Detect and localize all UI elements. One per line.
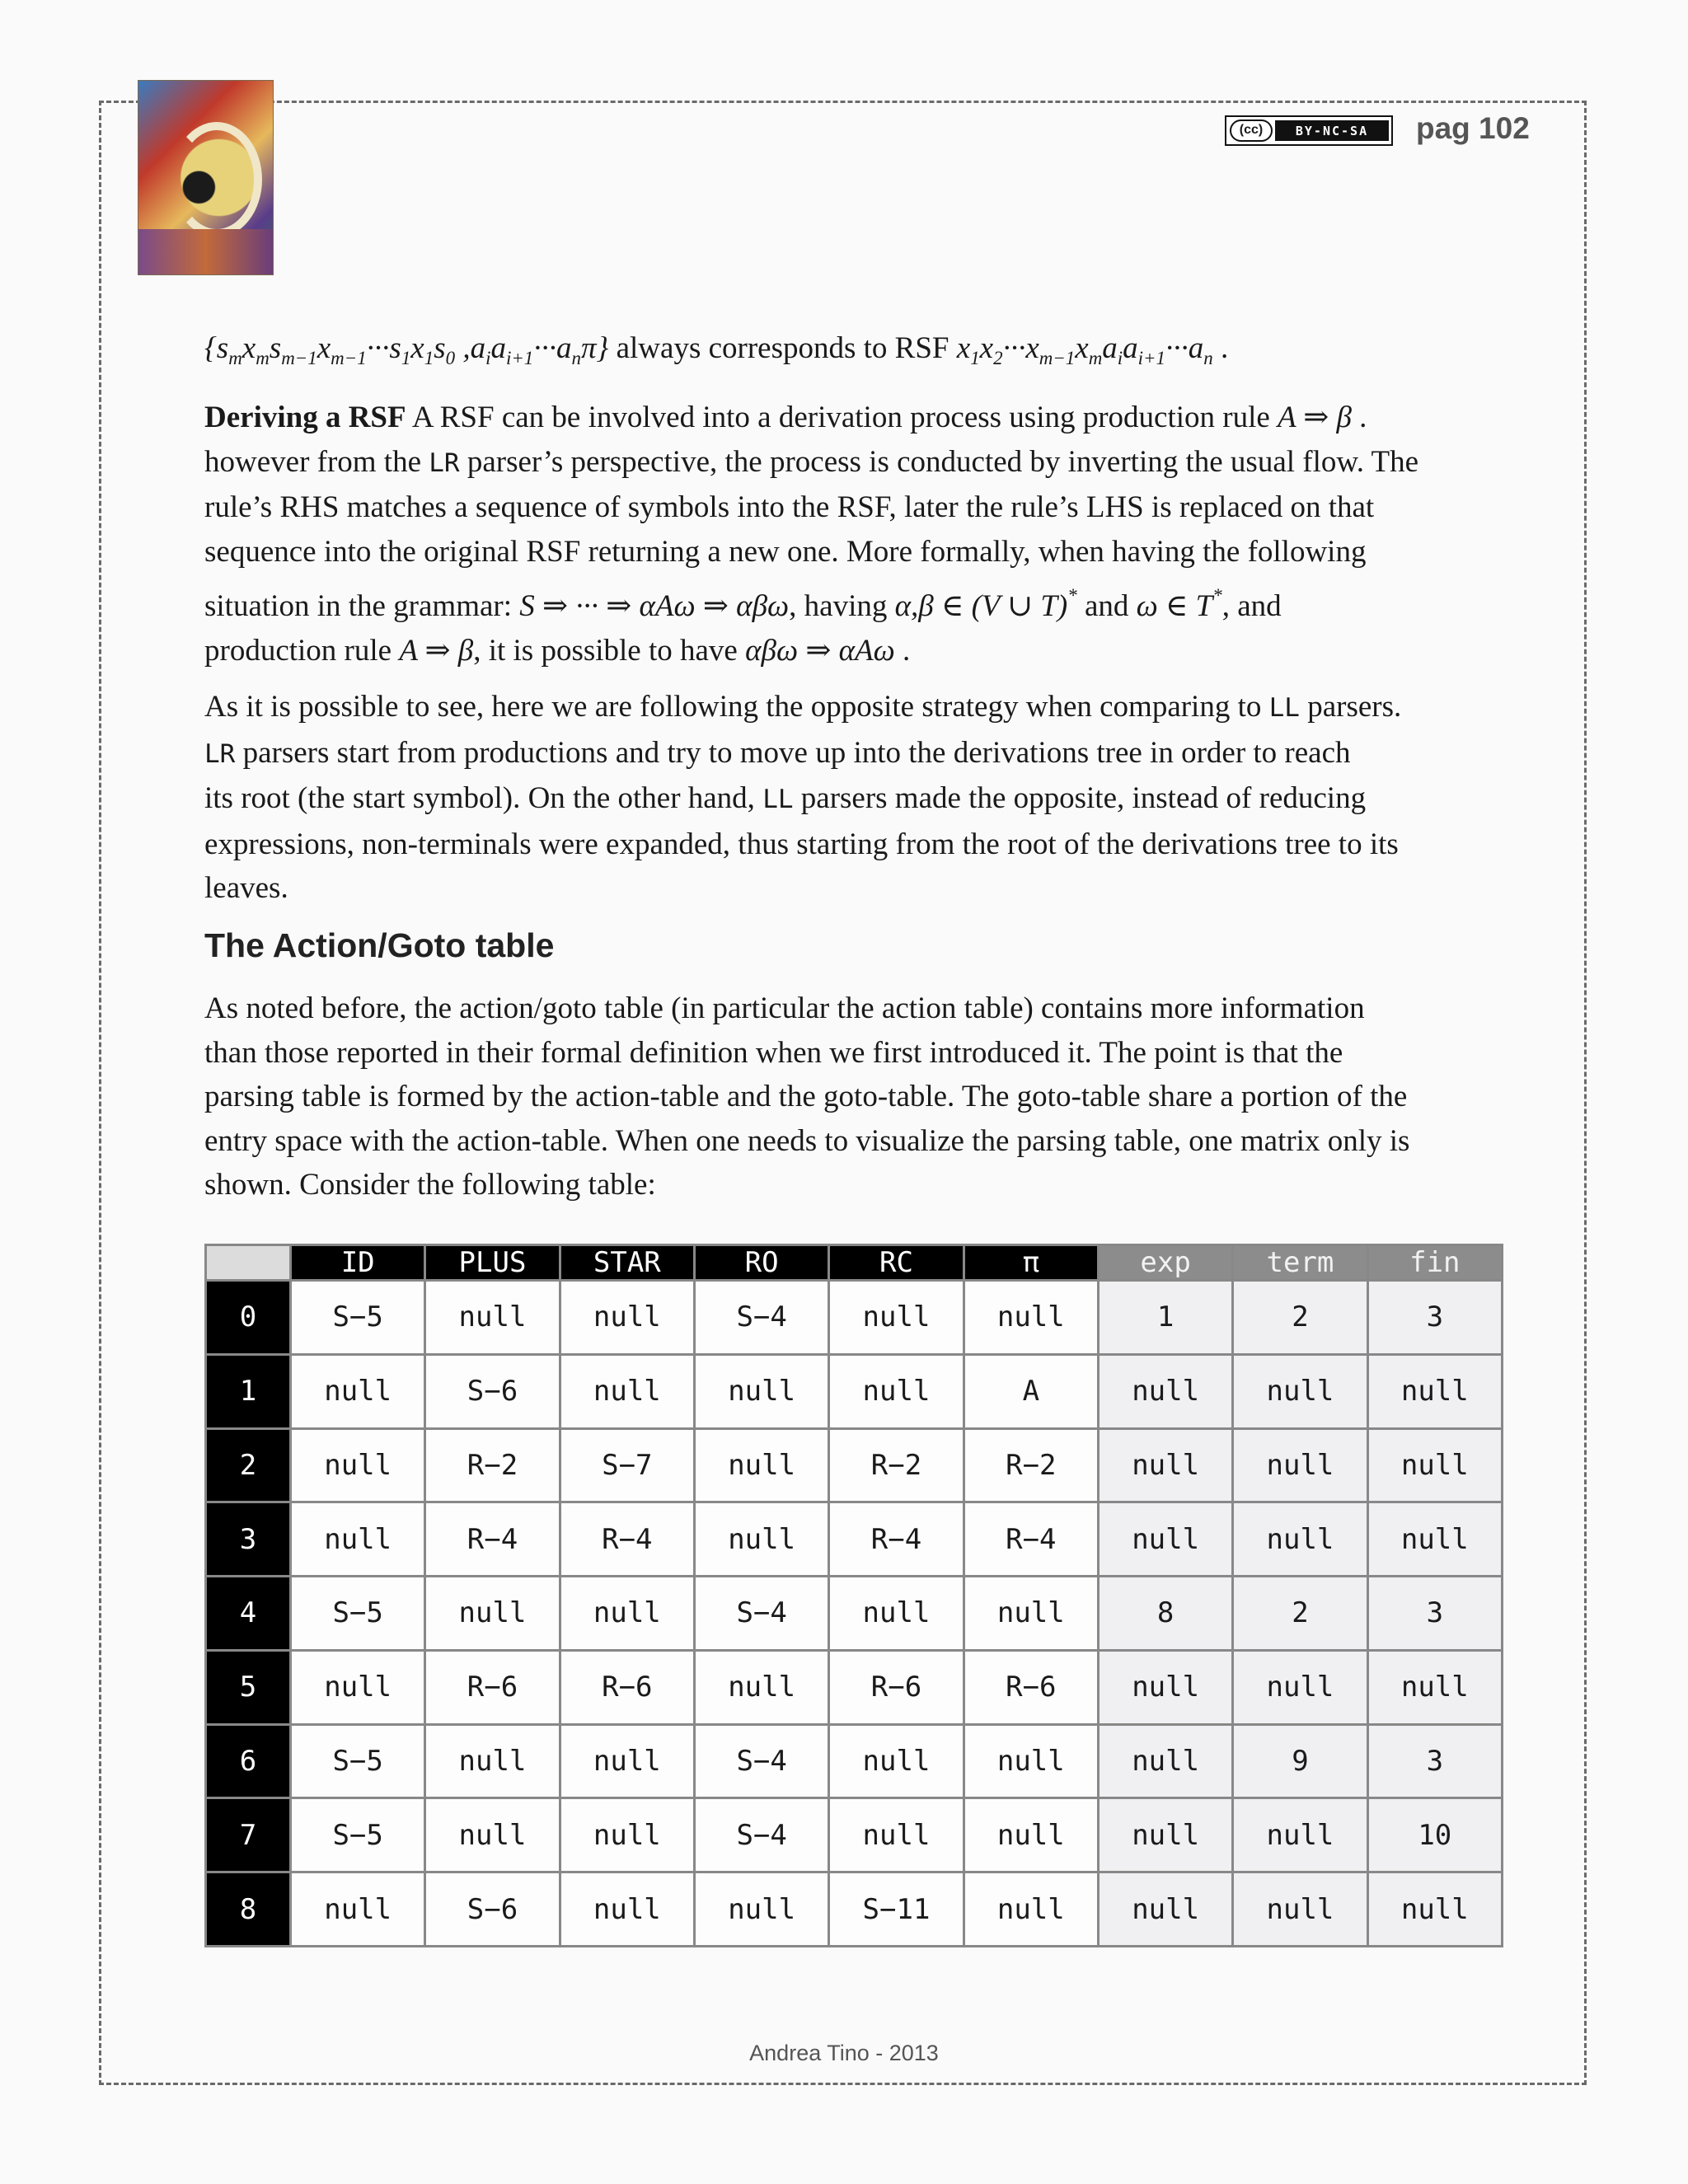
terminal-header: RC (829, 1245, 964, 1281)
action-cell: S−7 (560, 1428, 694, 1502)
table-row (206, 1872, 1503, 1947)
p2-code-lr: LR (204, 738, 236, 769)
action-cell: null (964, 1872, 1098, 1947)
p3-line2: than those reported in their formal definition when we first introduced it. The point is that the (204, 1035, 1343, 1070)
action-cell: null (829, 1798, 964, 1872)
goto-cell: null (1098, 1798, 1232, 1872)
goto-cell: null (1367, 1428, 1502, 1502)
state-header: 0 (206, 1281, 291, 1355)
p3-line5: shown. Consider the following table: (204, 1168, 656, 1202)
table-row (206, 1281, 1503, 1355)
action-cell: S−6 (425, 1872, 560, 1947)
p1-line4: sequence into the original RSF returning a new one. More formally, when having the following (204, 534, 1367, 569)
state-header: 7 (206, 1798, 291, 1872)
terminal-header: ID (291, 1245, 425, 1281)
p2-code-ll: LL (1268, 693, 1300, 723)
terminal-header: RO (694, 1245, 828, 1281)
state-header: 5 (206, 1650, 291, 1724)
action-cell: null (425, 1724, 560, 1798)
action-cell: S−5 (291, 1798, 425, 1872)
goto-cell: 3 (1367, 1281, 1502, 1355)
formula-line: {$s_mx_ms_{m-1}x_{m-1}\cdot\cdot\cdot s_1x_1s_0$ $,a_ia_{i+1}\cdot\cdot\cdot a_n\pi$} always corresponds to RSF $x_1x_2\cdot\cdot\cdot x_{m-1}x_ma_ia_{i+1}\cdot\cdot\cdot a_n$ . (204, 331, 1229, 369)
action-cell: R−2 (964, 1428, 1098, 1502)
goto-cell: null (1233, 1354, 1367, 1428)
action-cell: null (291, 1354, 425, 1428)
action-cell: A (964, 1354, 1098, 1428)
terminal-header: STAR (560, 1245, 694, 1281)
action-cell: S−4 (694, 1281, 828, 1355)
p1-line5c: and (1084, 589, 1129, 624)
action-cell: null (425, 1281, 560, 1355)
action-cell: null (964, 1281, 1098, 1355)
action-cell: null (560, 1724, 694, 1798)
table-row (206, 1798, 1503, 1872)
nonterminal-header: exp (1098, 1245, 1232, 1281)
action-cell: null (560, 1872, 694, 1947)
table-row (206, 1650, 1503, 1724)
state-header: 3 (206, 1502, 291, 1577)
bold-lead: Deriving a RSF (204, 401, 406, 434)
action-cell: null (291, 1650, 425, 1724)
goto-cell: null (1098, 1428, 1232, 1502)
action-cell: S−4 (694, 1577, 828, 1651)
action-cell: null (694, 1502, 828, 1577)
p1-line5d: , and (1221, 589, 1282, 624)
goto-cell: 9 (1233, 1724, 1367, 1798)
p3-line1: As noted before, the action/goto table (in particular the action table) contains more information (204, 991, 1365, 1025)
p2-line1b: parsers. (1299, 690, 1402, 724)
goto-cell: null (1098, 1724, 1232, 1798)
license-badge (1225, 115, 1393, 146)
parsing-table (204, 1244, 1503, 1947)
page-number: pag 102 (1416, 111, 1530, 145)
action-cell: null (694, 1354, 828, 1428)
action-cell: null (291, 1502, 425, 1577)
p2-line3a: its root (the start symbol). On the other hand, (204, 781, 763, 815)
paragraph-action-goto (204, 987, 1507, 1207)
p1-code-lr: LR (429, 448, 460, 478)
action-cell: null (291, 1872, 425, 1947)
action-cell: S−5 (291, 1724, 425, 1798)
action-cell: null (964, 1724, 1098, 1798)
action-cell: R−6 (560, 1650, 694, 1724)
p1-line3: rule’s RHS matches a sequence of symbols into the RSF, later the rule’s LHS is replaced on that (204, 490, 1375, 524)
p2-line3b: parsers made the opposite, instead of reducing (793, 781, 1367, 815)
p2-line5: leaves. (204, 871, 288, 905)
goto-cell: null (1098, 1502, 1232, 1577)
action-cell: null (964, 1577, 1098, 1651)
goto-cell: null (1367, 1502, 1502, 1577)
action-cell: null (694, 1872, 828, 1947)
table-row (206, 1502, 1503, 1577)
p1-line1: A RSF can be involved into a derivation process using production rule (411, 401, 1270, 434)
state-header: 6 (206, 1724, 291, 1798)
table-row (206, 1577, 1503, 1651)
p3-line3: parsing table is formed by the action-table and the goto-table. The goto-table share a portion of the (204, 1080, 1408, 1113)
goto-cell: null (1098, 1650, 1232, 1724)
action-cell: R−4 (560, 1502, 694, 1577)
action-cell: null (425, 1577, 560, 1651)
paragraph-opposite-strategy (204, 685, 1507, 911)
action-cell: null (964, 1798, 1098, 1872)
p1-line5a: situation in the grammar: (204, 589, 512, 624)
p2-line2: parsers start from productions and try to move up into the derivations tree in order to reach (235, 735, 1351, 770)
table-row (206, 1724, 1503, 1798)
p1-line6a: production rule (204, 633, 392, 668)
terminal-header: π (964, 1245, 1098, 1281)
footer-author: Andrea Tino - 2013 (749, 2041, 939, 2065)
state-header: 4 (206, 1577, 291, 1651)
action-cell: null (560, 1354, 694, 1428)
action-cell: null (829, 1281, 964, 1355)
formula-line-text: always corresponds to RSF (616, 331, 950, 365)
paragraph-deriving-rsf: Deriving a RSF A RSF can be involved into a derivation process using production rule A ⇒ β . however from the LR parser’s perspective, the process is conducted by inverting the usual flow. The rule’s RHS matches a sequence of symbols into the RSF, later the rule’s LHS is replaced on that sequence into the original RSF returning a new one. More formally, when having the following situation in the grammar: S ⇒ ··· ⇒ αAω ⇒ αβω, having α,β ∈ (V ∪ T)* and ω ∈ T*, and production rule A ⇒ β, it is possible to have αβω ⇒ αAω . (204, 396, 1507, 673)
p2-line1a: As it is possible to see, here we are following the opposite strategy when comparing to (204, 690, 1269, 724)
goto-cell: null (1098, 1354, 1232, 1428)
p1-line6b: , it is possible to have (473, 633, 738, 668)
action-cell: null (560, 1577, 694, 1651)
action-cell: S−6 (425, 1354, 560, 1428)
nonterminal-header: fin (1367, 1245, 1502, 1281)
goto-cell: 3 (1367, 1577, 1502, 1651)
goto-cell: null (1233, 1502, 1367, 1577)
action-cell: S−4 (694, 1724, 828, 1798)
action-cell: null (291, 1428, 425, 1502)
goto-cell: null (1367, 1650, 1502, 1724)
action-cell: R−4 (425, 1502, 560, 1577)
action-cell: null (694, 1650, 828, 1724)
goto-cell: null (1098, 1872, 1232, 1947)
goto-cell: 8 (1098, 1577, 1232, 1651)
table-row (206, 1354, 1503, 1428)
action-cell: null (560, 1798, 694, 1872)
action-cell: null (425, 1798, 560, 1872)
action-cell: null (829, 1724, 964, 1798)
action-cell: S−4 (694, 1798, 828, 1872)
p1-line2b: parser’s perspective, the process is conducted by inverting the usual flow. The (459, 444, 1419, 479)
section-heading: The Action/Goto table (204, 926, 555, 964)
goto-cell: null (1233, 1428, 1367, 1502)
action-cell: R−4 (829, 1502, 964, 1577)
goto-cell: null (1367, 1872, 1502, 1947)
goto-cell: null (1233, 1872, 1367, 1947)
state-header: 8 (206, 1872, 291, 1947)
p2-code-ll-2: LL (762, 785, 794, 814)
action-cell: S−5 (291, 1577, 425, 1651)
license-label: BY-NC-SA (1275, 120, 1389, 141)
action-cell: S−5 (291, 1281, 425, 1355)
goto-cell: 2 (1233, 1281, 1367, 1355)
goto-cell: 10 (1367, 1798, 1502, 1872)
action-cell: R−4 (964, 1502, 1098, 1577)
terminal-header: PLUS (425, 1245, 560, 1281)
goto-cell: null (1367, 1354, 1502, 1428)
action-cell: R−6 (829, 1650, 964, 1724)
state-header: 2 (206, 1428, 291, 1502)
goto-cell: 3 (1367, 1724, 1502, 1798)
action-cell: null (694, 1428, 828, 1502)
action-cell: R−6 (425, 1650, 560, 1724)
goto-cell: null (1233, 1650, 1367, 1724)
cover-thumbnail-image (138, 80, 274, 275)
action-cell: R−2 (829, 1428, 964, 1502)
goto-cell: 2 (1233, 1577, 1367, 1651)
nonterminal-header: term (1233, 1245, 1367, 1281)
state-header: 1 (206, 1354, 291, 1428)
table-row (206, 1428, 1503, 1502)
goto-cell: null (1233, 1798, 1367, 1872)
goto-cell: 1 (1098, 1281, 1232, 1355)
cc-icon: (cc) (1230, 120, 1273, 142)
action-cell: null (560, 1281, 694, 1355)
p1-line5b: , having (789, 589, 888, 624)
action-cell: R−6 (964, 1650, 1098, 1724)
action-cell: S−11 (829, 1872, 964, 1947)
action-cell: R−2 (425, 1428, 560, 1502)
p2-line4: expressions, non-terminals were expanded, thus starting from the root of the derivations tree to its (204, 827, 1399, 861)
table-header-row (206, 1245, 1503, 1281)
table-corner-cell (206, 1245, 291, 1281)
action-cell: null (829, 1577, 964, 1651)
action-cell: null (829, 1354, 964, 1428)
p1-line2a: however from the (204, 444, 429, 479)
p3-line4: entry space with the action-table. When one needs to visualize the parsing table, one matrix only is (204, 1123, 1410, 1158)
